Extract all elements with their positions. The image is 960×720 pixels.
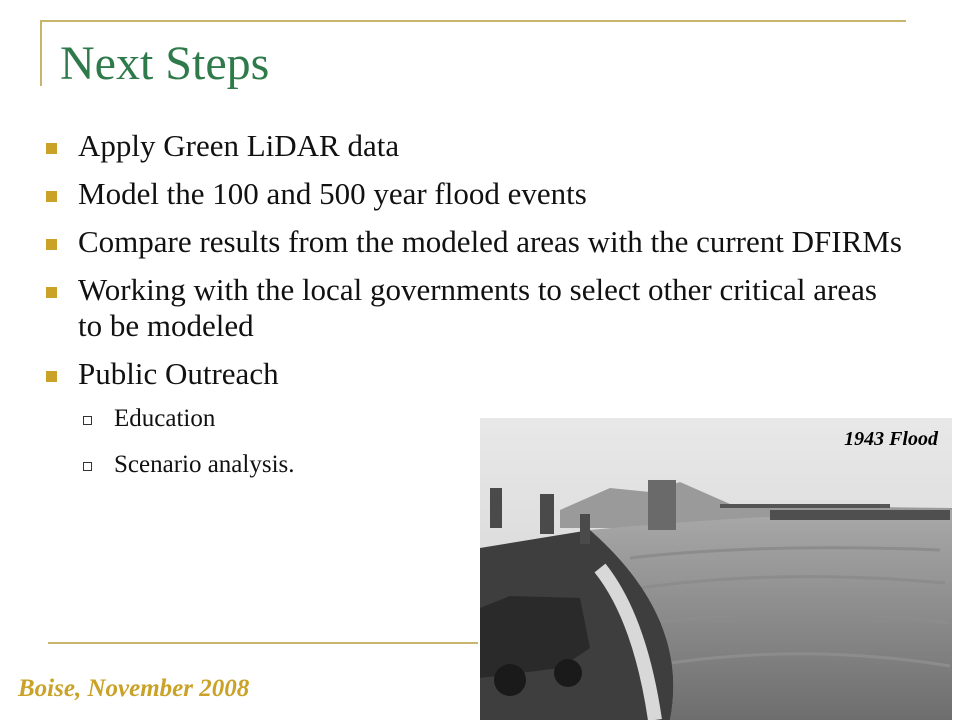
square-bullet-icon: [46, 371, 57, 382]
slide-title: Next Steps: [60, 37, 270, 90]
hollow-square-bullet-icon: [83, 416, 92, 425]
footer-text: Boise, November 2008: [18, 675, 250, 702]
square-bullet-icon: [46, 143, 57, 154]
sub-bullet-text: Education: [114, 405, 216, 432]
square-bullet-icon: [46, 287, 57, 298]
sub-bullet-text: Scenario analysis.: [114, 451, 295, 478]
frame-line-bottom: [48, 642, 478, 644]
bullet-item: [44, 176, 904, 212]
bullet-text: Working with the local governments to select other critical areas to be modeled: [78, 272, 877, 343]
bullet-item: [44, 356, 904, 392]
bullet-item: [44, 128, 904, 164]
bullet-text: Apply Green LiDAR data: [78, 128, 400, 163]
frame-line-top: [40, 20, 906, 22]
bullet-text: Model the 100 and 500 year flood events: [78, 176, 587, 211]
photo-caption: 1943 Flood: [844, 428, 938, 450]
bullet-item: [44, 272, 904, 344]
bullet-text: Public Outreach: [78, 356, 279, 391]
flood-photo-image: [480, 418, 952, 720]
hollow-square-bullet-icon: [83, 462, 92, 471]
bullet-item: [44, 224, 904, 260]
frame-line-left: [40, 20, 42, 86]
square-bullet-icon: [46, 191, 57, 202]
bullet-text: Compare results from the modeled areas with the current DFIRMs: [78, 224, 902, 259]
square-bullet-icon: [46, 239, 57, 250]
flood-photo: [480, 418, 952, 720]
